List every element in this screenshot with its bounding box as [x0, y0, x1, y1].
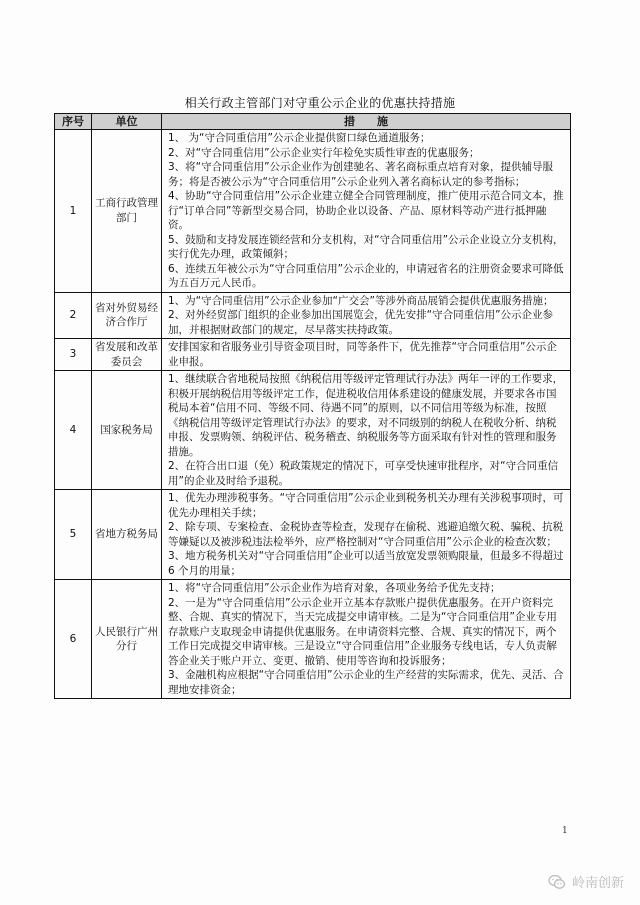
watermark	[548, 872, 624, 891]
table-row	[55, 339, 571, 371]
row-number: 2	[55, 292, 92, 339]
row-measures	[162, 339, 571, 371]
row-unit: 省对外贸易经济合作厅	[92, 292, 162, 339]
measure-item: 6、连续五年被公示为“守合同重信用”公示企业的，申请冠省名的注册资金要求可降低为五百万元人民币。	[168, 262, 564, 289]
measure-item: 1、 为“守合同重信用”公示企业提供窗口绿色通道服务；	[168, 132, 431, 144]
measure-item: 3、地方税务机关对“守合同重信用”企业可以适当放宽发票领购限量，但最多不得超过 6 个月的用量；	[168, 550, 564, 577]
measure-item: 3、将“守合同重信用”公示企业作为创建驰名、著名商标重点培育对象，提供辅导服务；将是否被公示为“守合同重信用”公示企业列入著名商标认定的参考指标；	[168, 161, 554, 188]
page-number: 1	[562, 826, 568, 836]
table-row	[55, 490, 571, 580]
measure-item: 5、鼓励和支持发展连锁经营和分支机构，对“守合同重信用”公示企业设立分支机构，实行优先办理，政策倾斜；	[168, 233, 564, 260]
row-number: 6	[55, 580, 92, 699]
row-number: 5	[55, 490, 92, 580]
row-number: 1	[55, 130, 92, 293]
row-measures	[162, 490, 571, 580]
measure-item: 1、将“守合同重信用”公示企业作为培育对象，各项业务给予优先支持；	[168, 582, 501, 594]
measure-item: 1、继续联合省地税局按照《纳税信用等级评定管理试行办法》两年一评的工作要求，积极开展纳税信用等级评定工作，促进税收信用体系建设的健康发展，并要求各市国税局本着“信用不同、等级不同、待遇不同”的原则，以不同信用等级为标准，按照《纳税信用等级评定管理试行办法》的要求，对不同级别的纳税人在税收分析、纳税申报、发票购领、纳税评估、税务稽查、纳税服务等方面采取有针对性的管理和服务措施。	[168, 373, 564, 458]
measures-table-container	[54, 113, 570, 699]
row-unit: 国家税务局	[92, 371, 162, 490]
row-measures	[162, 292, 571, 339]
row-measures	[162, 130, 571, 293]
header-no: 序号	[55, 114, 92, 130]
row-measures	[162, 580, 571, 699]
table-body	[55, 130, 571, 699]
measure-item: 1、为“守合同重信用”公示企业参加“广交会”等涉外商品展销会提供优惠服务措施；	[168, 294, 554, 307]
row-number: 4	[55, 371, 92, 490]
header-measures: 措 施	[162, 114, 571, 130]
wechat-icon	[548, 874, 566, 890]
row-unit: 人民银行广州分行	[92, 580, 162, 699]
row-unit: 省地方税务局	[92, 490, 162, 580]
row-unit: 省发展和改革委员会	[92, 339, 162, 371]
row-number: 3	[55, 339, 92, 371]
measure-item: 3、金融机构应根据“守合同重信用”公示企业的生产经营的实际需求，优先、灵活、合理地安排资金；	[168, 669, 564, 696]
measure-item: 安排国家和省服务业引导资金项目时，同等条件下，优先推荐“守合同重信用”公示企业申报。	[168, 341, 557, 368]
measure-item: 2、除专项、专案检查、金税协查等检查，发现存在偷税、逃避追缴欠税、骗税、抗税等嫌疑以及被涉税违法检举外，应严格控制对“守合同重信用”公示企业的检查次数；	[168, 521, 564, 548]
table-row	[55, 292, 571, 339]
measure-item: 1、优先办理涉税事务。“守合同重信用”公示企业到税务机关办理有关涉税事项时，可优先办理相关手续；	[168, 492, 564, 519]
measure-item: 2、在符合出口退（免）税政策规定的情况下，可享受快速审批程序，对“守合同重信用”的企业及时给予退税。	[168, 460, 559, 487]
watermark-text: 岭南创新	[571, 876, 624, 891]
measure-item: 2、对“守合同重信用”公示企业实行年检免实质性审查的优惠服务；	[168, 146, 480, 159]
measure-item: 2、一是为“守合同重信用”公示企业开立基本存款账户提供优惠服务。在开户资料完整、合规、真实的情况下，当天完成提交申请审核。二是为“守合同重信用”企业专用存款账户支取现金申请提供优惠服务。在申请资料完整、合规、真实的情况下，两个工作日完成提交申请审核。三是设立“守合同重信用”企业服务专线电话，专人负责解答企业关于账户开立、变更、撤销、使用等咨询和投诉服务；	[168, 596, 557, 667]
table-row	[55, 371, 571, 490]
measure-item: 4、协助“守合同重信用”公示企业建立健全合同管理制度，推广使用示范合同文本，推行“订单合同”等新型交易合同，协助企业以设备、产品、原材料等动产进行抵押融资。	[168, 190, 564, 231]
header-unit: 单位	[92, 114, 162, 130]
row-unit: 工商行政管理部门	[92, 130, 162, 293]
table-header-row	[55, 114, 571, 130]
table-row	[55, 580, 571, 699]
document-title: 相关行政主管部门对守重公示企业的优惠扶持措施	[184, 96, 456, 110]
measure-item: 2、对外经贸部门组织的企业参加出国展览会，优先安排“守合同重信用”公示企业参加，并根据财政部门的规定，尽早落实扶持政策。	[168, 309, 554, 336]
row-measures	[162, 371, 571, 490]
measures-table	[54, 113, 571, 699]
table-row	[55, 130, 571, 293]
